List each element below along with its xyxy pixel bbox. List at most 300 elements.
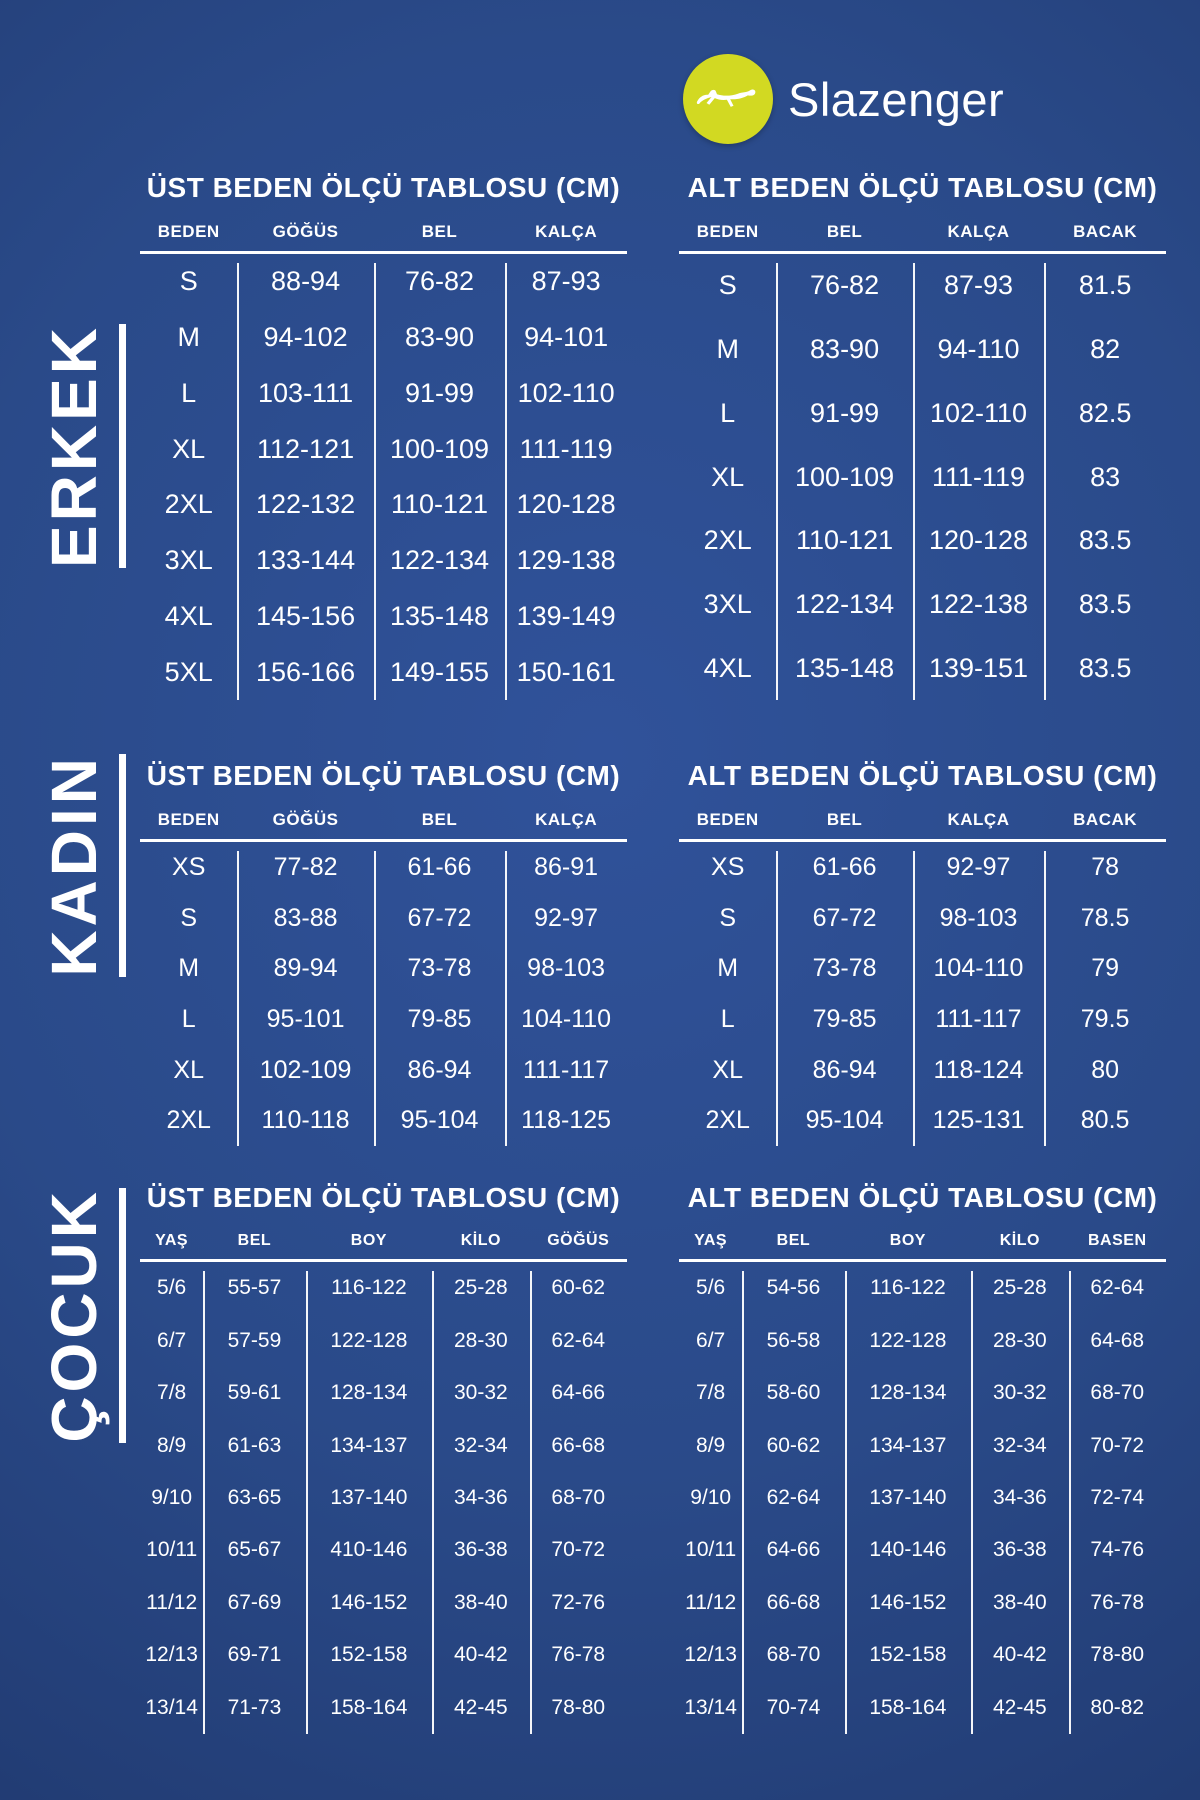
table-cell: 25-28 — [454, 1276, 508, 1300]
table-cell: 62-64 — [766, 1485, 821, 1509]
table-cell: 67-72 — [407, 903, 472, 932]
column-divider — [1069, 1271, 1071, 1734]
column-header: BOY — [889, 1232, 926, 1249]
table-cell: 9/10 — [690, 1485, 732, 1509]
logo-circle — [683, 54, 773, 144]
table-row — [140, 644, 627, 700]
column-divider — [374, 851, 376, 1146]
column-header: BEDEN — [157, 222, 220, 241]
table-row — [679, 1472, 1166, 1524]
table-cell: 86-94 — [407, 1055, 472, 1084]
table-cell: 40-42 — [993, 1643, 1047, 1667]
table-cell: 72-76 — [551, 1590, 606, 1614]
table-body — [679, 254, 1166, 700]
table-cell: L — [720, 397, 736, 428]
table-cell: 2XL — [164, 489, 213, 520]
table-cell: 6/7 — [696, 1328, 726, 1352]
table-cell: 95-104 — [805, 1106, 884, 1135]
table-cell: XL — [712, 1055, 743, 1084]
table-cell: 65-67 — [227, 1538, 282, 1562]
table-cell: 62-64 — [1090, 1276, 1145, 1300]
column-divider — [913, 263, 915, 700]
table-cell: 42-45 — [454, 1695, 508, 1719]
table-cell: 57-59 — [227, 1328, 282, 1352]
section-erkek — [34, 172, 1166, 700]
column-divider — [237, 263, 239, 700]
table-cell: 87-93 — [531, 266, 601, 297]
column-header: GÖĞÜS — [272, 810, 339, 829]
table-cell: 110-121 — [796, 525, 894, 556]
table-cell: 120-128 — [928, 525, 1029, 556]
table-cell: 86-94 — [812, 1055, 877, 1084]
table-cell: 68-70 — [1090, 1381, 1145, 1405]
table-cell: 4XL — [703, 652, 752, 683]
table-cell: 8/9 — [696, 1433, 726, 1457]
table-cell: 152-158 — [330, 1643, 408, 1667]
table-cell: 5XL — [164, 656, 213, 687]
column-header: BEL — [776, 1232, 811, 1249]
table-cell: 12/13 — [145, 1643, 198, 1667]
column-divider — [505, 263, 507, 700]
tables-row — [134, 760, 1166, 1146]
table-cell: 28-30 — [454, 1328, 508, 1352]
table-cell: 134-137 — [869, 1433, 947, 1457]
table-cell: 116-122 — [870, 1276, 946, 1300]
table-body — [140, 1262, 627, 1734]
table-row — [679, 1095, 1166, 1146]
column-divider — [505, 851, 507, 1146]
table-cell: 122-128 — [330, 1328, 408, 1352]
column-header: YAŞ — [694, 1232, 728, 1249]
table-row — [679, 1577, 1166, 1629]
table-cell: 10/11 — [146, 1538, 198, 1562]
table-cell: 80.5 — [1080, 1106, 1130, 1135]
table-cell: 73-78 — [407, 954, 472, 983]
table-cell: 125-131 — [932, 1106, 1025, 1135]
table-cell: 111-117 — [935, 1004, 1022, 1033]
table-cell: 61-66 — [812, 852, 877, 881]
table-cell: S — [179, 266, 198, 297]
table-cell: 73-78 — [812, 954, 877, 983]
table-cell: 8/9 — [157, 1433, 187, 1457]
table-cell: 79-85 — [812, 1004, 877, 1033]
table-cell: 103-111 — [258, 377, 354, 408]
column-divider — [432, 1271, 434, 1734]
section-label-column — [34, 1182, 134, 1734]
table-cell: 4XL — [164, 600, 213, 631]
table-row — [679, 994, 1166, 1045]
table-cell: 94-101 — [524, 322, 609, 353]
table-cell: 102-110 — [517, 377, 615, 408]
size-table-kadin-ust — [140, 760, 627, 1146]
section-label: ERKEK — [38, 324, 110, 569]
table-title: ÜST BEDEN ÖLÇÜ TABLOSU (CM) — [146, 760, 621, 791]
table-cell: 60-62 — [551, 1276, 606, 1300]
table-cell: 94-102 — [263, 322, 348, 353]
table-cell: 61-66 — [407, 852, 472, 881]
table-cell: 98-103 — [939, 903, 1018, 932]
table-cell: 82 — [1090, 334, 1121, 365]
leaping-panther-icon — [695, 79, 761, 120]
table-row — [679, 1419, 1166, 1471]
size-table-kadin-alt — [679, 760, 1166, 1146]
table-cell: 146-152 — [869, 1590, 947, 1614]
table-cell: 92-97 — [534, 903, 599, 932]
table-body — [679, 842, 1166, 1146]
table-cell: 104-110 — [933, 954, 1024, 983]
table-cell: 76-78 — [551, 1643, 606, 1667]
table-row — [140, 533, 627, 589]
column-divider — [237, 851, 239, 1146]
column-header: KALÇA — [535, 222, 598, 241]
section-kadin — [34, 754, 1166, 1146]
table-cell: 67-69 — [227, 1590, 282, 1614]
column-header: BEDEN — [696, 810, 759, 829]
table-cell: 146-152 — [330, 1590, 408, 1614]
table-cell: 120-128 — [516, 489, 616, 520]
table-cell: 83.5 — [1078, 588, 1132, 619]
table-cell: 68-70 — [766, 1643, 821, 1667]
table-row — [140, 1045, 627, 1096]
table-cell: 63-65 — [227, 1485, 282, 1509]
table-row — [679, 1045, 1166, 1096]
table-row — [679, 893, 1166, 944]
column-header: BACAK — [1073, 810, 1138, 829]
table-cell: 78-80 — [1090, 1643, 1145, 1667]
table-cell: 3XL — [164, 545, 213, 576]
table-row — [679, 573, 1166, 637]
table-cell: 71-73 — [227, 1695, 282, 1719]
table-cell: 56-58 — [766, 1328, 821, 1352]
table-cell: 111-119 — [519, 433, 613, 464]
table-row — [140, 1314, 627, 1366]
table-header-row — [140, 1232, 627, 1262]
table-cell: 83-90 — [404, 322, 475, 353]
table-cell: M — [717, 954, 739, 983]
table-cell: 79 — [1091, 954, 1120, 983]
table-cell: 78-80 — [551, 1695, 606, 1719]
section-divider-bar — [119, 1188, 126, 1443]
table-row — [140, 893, 627, 944]
table-row — [140, 1629, 627, 1681]
table-cell: 104-110 — [521, 1004, 612, 1033]
column-header: GÖĞÜS — [547, 1232, 610, 1249]
table-cell: 62-64 — [551, 1328, 606, 1352]
table-row — [140, 1367, 627, 1419]
brand-wordmark: Slazenger — [788, 72, 1005, 126]
table-cell: 61-63 — [227, 1433, 282, 1457]
table-title: ÜST BEDEN ÖLÇÜ TABLOSU (CM) — [146, 1182, 621, 1213]
table-row — [140, 366, 627, 422]
table-cell: 58-60 — [766, 1381, 821, 1405]
table-row — [140, 254, 627, 310]
table-cell: 110-121 — [390, 489, 489, 520]
table-cell: 112-121 — [257, 433, 355, 464]
column-divider — [845, 1271, 847, 1734]
table-row — [140, 994, 627, 1045]
table-cell: 78 — [1091, 852, 1120, 881]
section-divider-bar — [119, 754, 126, 977]
table-header-row — [140, 222, 627, 254]
table-cell: 76-82 — [404, 266, 475, 297]
table-cell: XL — [173, 1055, 204, 1084]
table-cell: 122-128 — [869, 1328, 947, 1352]
table-row — [140, 1419, 627, 1471]
table-row — [140, 842, 627, 893]
table-cell: 30-32 — [454, 1381, 508, 1405]
table-cell: 410-146 — [330, 1538, 408, 1562]
table-cell: 100-109 — [389, 433, 490, 464]
column-divider — [971, 1271, 973, 1734]
table-cell: 79-85 — [407, 1004, 472, 1033]
column-header: BEL — [826, 222, 863, 241]
table-cell: 116-122 — [331, 1276, 407, 1300]
table-cell: 92-97 — [946, 852, 1011, 881]
table-cell: M — [178, 954, 200, 983]
table-cell: 36-38 — [993, 1538, 1047, 1562]
column-header: GÖĞÜS — [272, 222, 339, 241]
tables-row — [134, 172, 1166, 700]
table-cell: 137-140 — [330, 1485, 408, 1509]
table-cell: S — [719, 903, 737, 932]
table-cell: 13/14 — [145, 1695, 198, 1719]
table-cell: 82.5 — [1078, 397, 1132, 428]
table-cell: 80-82 — [1090, 1695, 1145, 1719]
table-row — [140, 1262, 627, 1314]
table-cell: 80 — [1091, 1055, 1120, 1084]
table-row — [140, 1682, 627, 1734]
column-header: KALÇA — [947, 222, 1010, 241]
table-cell: 83-90 — [810, 334, 880, 365]
table-cell: 9/10 — [151, 1485, 193, 1509]
table-cell: 133-144 — [256, 545, 356, 576]
table-cell: 68-70 — [551, 1485, 606, 1509]
table-cell: 76-82 — [810, 270, 880, 301]
table-row — [679, 318, 1166, 382]
table-row — [140, 477, 627, 533]
table-cell: 34-36 — [454, 1485, 508, 1509]
table-row — [140, 1472, 627, 1524]
table-cell: 122-138 — [928, 588, 1029, 619]
table-cell: 5/6 — [157, 1276, 187, 1300]
table-header-row — [679, 810, 1166, 842]
section-divider-bar — [119, 324, 126, 568]
table-row — [679, 1314, 1166, 1366]
table-cell: 64-68 — [1090, 1328, 1145, 1352]
table-row — [679, 381, 1166, 445]
size-table-cocuk-alt — [679, 1182, 1166, 1734]
column-header: BEDEN — [696, 222, 759, 241]
table-cell: 12/13 — [684, 1643, 737, 1667]
column-header: BOY — [350, 1232, 387, 1249]
table-cell: 64-66 — [766, 1538, 821, 1562]
table-cell: XL — [711, 461, 745, 492]
table-cell: 91-99 — [810, 397, 880, 428]
table-cell: 70-74 — [766, 1695, 821, 1719]
table-cell: 78.5 — [1080, 903, 1130, 932]
section-label-column — [34, 172, 134, 700]
table-cell: 111-119 — [931, 461, 1026, 492]
column-header: BASEN — [1088, 1232, 1147, 1249]
table-cell: 38-40 — [993, 1590, 1047, 1614]
table-cell: 3XL — [703, 588, 752, 619]
table-cell: 134-137 — [330, 1433, 408, 1457]
table-cell: 64-66 — [551, 1381, 606, 1405]
table-cell: 158-164 — [330, 1695, 408, 1719]
table-cell: 70-72 — [1090, 1433, 1145, 1457]
table-row — [140, 1524, 627, 1576]
table-cell: 128-134 — [330, 1381, 408, 1405]
size-table-erkek-alt — [679, 172, 1166, 700]
table-cell: 139-149 — [516, 600, 616, 631]
table-cell: 81.5 — [1078, 270, 1132, 301]
table-cell: 102-109 — [259, 1055, 352, 1084]
table-cell: 140-146 — [869, 1538, 947, 1562]
table-cell: 36-38 — [454, 1538, 508, 1562]
column-header: BACAK — [1073, 222, 1138, 241]
table-cell: 158-164 — [869, 1695, 947, 1719]
table-cell: 91-99 — [404, 377, 475, 408]
section-label: KADIN — [38, 754, 110, 977]
table-cell: 118-125 — [521, 1106, 612, 1135]
table-cell: 77-82 — [273, 852, 338, 881]
section-label: ÇOCUK — [38, 1188, 110, 1443]
table-cell: 86-91 — [534, 852, 599, 881]
column-divider — [776, 263, 778, 700]
table-row — [679, 509, 1166, 573]
column-divider — [374, 263, 376, 700]
column-header: BEL — [421, 222, 458, 241]
table-row — [679, 636, 1166, 700]
table-cell: 156-166 — [256, 656, 356, 687]
brand-logo — [683, 54, 1004, 144]
table-cell: S — [180, 903, 198, 932]
column-divider — [306, 1271, 308, 1734]
table-cell: 5/6 — [696, 1276, 726, 1300]
table-cell: 72-74 — [1090, 1485, 1145, 1509]
table-cell: 2XL — [705, 1106, 750, 1135]
table-body — [679, 1262, 1166, 1734]
table-row — [140, 1095, 627, 1146]
table-cell: 122-134 — [389, 545, 490, 576]
table-cell: 135-148 — [795, 652, 895, 683]
table-row — [679, 1629, 1166, 1681]
table-cell: 54-56 — [766, 1276, 821, 1300]
table-cell: 60-62 — [766, 1433, 821, 1457]
table-row — [679, 1524, 1166, 1576]
table-row — [140, 943, 627, 994]
column-divider — [1044, 263, 1046, 700]
table-row — [140, 589, 627, 645]
table-cell: 111-117 — [523, 1055, 610, 1084]
table-cell: 30-32 — [993, 1381, 1047, 1405]
table-cell: 2XL — [166, 1106, 211, 1135]
table-row — [140, 421, 627, 477]
table-cell: 70-72 — [551, 1538, 606, 1562]
column-divider — [776, 851, 778, 1146]
table-title: ALT BEDEN ÖLÇÜ TABLOSU (CM) — [687, 1182, 1158, 1213]
table-cell: 152-158 — [869, 1643, 947, 1667]
table-cell: 67-72 — [812, 903, 877, 932]
column-header: KİLO — [999, 1232, 1040, 1249]
table-cell: 137-140 — [869, 1485, 947, 1509]
size-table-cocuk-ust — [140, 1182, 627, 1734]
table-cell: 38-40 — [454, 1590, 508, 1614]
table-cell: 59-61 — [227, 1381, 282, 1405]
table-cell: 122-134 — [795, 588, 895, 619]
table-cell: XS — [172, 852, 206, 881]
table-cell: 28-30 — [993, 1328, 1047, 1352]
table-cell: 139-151 — [928, 652, 1029, 683]
table-title: ÜST BEDEN ÖLÇÜ TABLOSU (CM) — [146, 172, 621, 203]
column-divider — [530, 1271, 532, 1734]
table-cell: 40-42 — [454, 1643, 508, 1667]
column-header: KALÇA — [535, 810, 598, 829]
table-cell: XL — [172, 433, 206, 464]
table-cell: 25-28 — [993, 1276, 1047, 1300]
table-cell: 83 — [1090, 461, 1121, 492]
table-cell: 74-76 — [1090, 1538, 1145, 1562]
table-row — [679, 943, 1166, 994]
table-cell: 98-103 — [527, 954, 606, 983]
table-cell: 79.5 — [1080, 1004, 1130, 1033]
table-header-row — [679, 1232, 1166, 1262]
table-cell: 11/12 — [685, 1590, 737, 1614]
tables-row — [134, 1182, 1166, 1734]
table-cell: M — [177, 322, 200, 353]
table-header-row — [679, 222, 1166, 254]
table-cell: M — [716, 334, 739, 365]
table-cell: 11/12 — [146, 1590, 198, 1614]
table-cell: 128-134 — [869, 1381, 947, 1405]
table-cell: 83-88 — [273, 903, 338, 932]
column-header: BEL — [237, 1232, 272, 1249]
column-header: BEL — [421, 810, 458, 829]
table-cell: 7/8 — [696, 1381, 726, 1405]
table-cell: 95-104 — [400, 1106, 479, 1135]
column-divider — [913, 851, 915, 1146]
table-cell: 69-71 — [227, 1643, 282, 1667]
table-cell: 122-132 — [256, 489, 356, 520]
table-cell: 34-36 — [993, 1485, 1047, 1509]
table-cell: L — [181, 1004, 196, 1033]
table-cell: 118-124 — [933, 1055, 1024, 1084]
section-cocuk — [34, 1182, 1166, 1734]
table-body — [140, 842, 627, 1146]
column-header: BEDEN — [157, 810, 220, 829]
table-cell: 94-110 — [937, 334, 1020, 365]
table-row — [679, 1367, 1166, 1419]
column-header: BEL — [826, 810, 863, 829]
table-cell: 42-45 — [993, 1695, 1047, 1719]
table-cell: XS — [711, 852, 745, 881]
table-cell: 150-161 — [516, 656, 616, 687]
table-cell: 135-148 — [389, 600, 490, 631]
table-row — [679, 1682, 1166, 1734]
table-cell: 32-34 — [993, 1433, 1047, 1457]
table-cell: 13/14 — [684, 1695, 737, 1719]
table-cell: 55-57 — [227, 1276, 282, 1300]
column-header: KİLO — [460, 1232, 501, 1249]
column-header: KALÇA — [947, 810, 1010, 829]
table-cell: 6/7 — [157, 1328, 187, 1352]
table-cell: 145-156 — [256, 600, 356, 631]
table-cell: 83.5 — [1078, 652, 1132, 683]
table-cell: 89-94 — [273, 954, 338, 983]
table-cell: 100-109 — [795, 461, 895, 492]
table-cell: 66-68 — [551, 1433, 606, 1457]
table-row — [140, 1577, 627, 1629]
